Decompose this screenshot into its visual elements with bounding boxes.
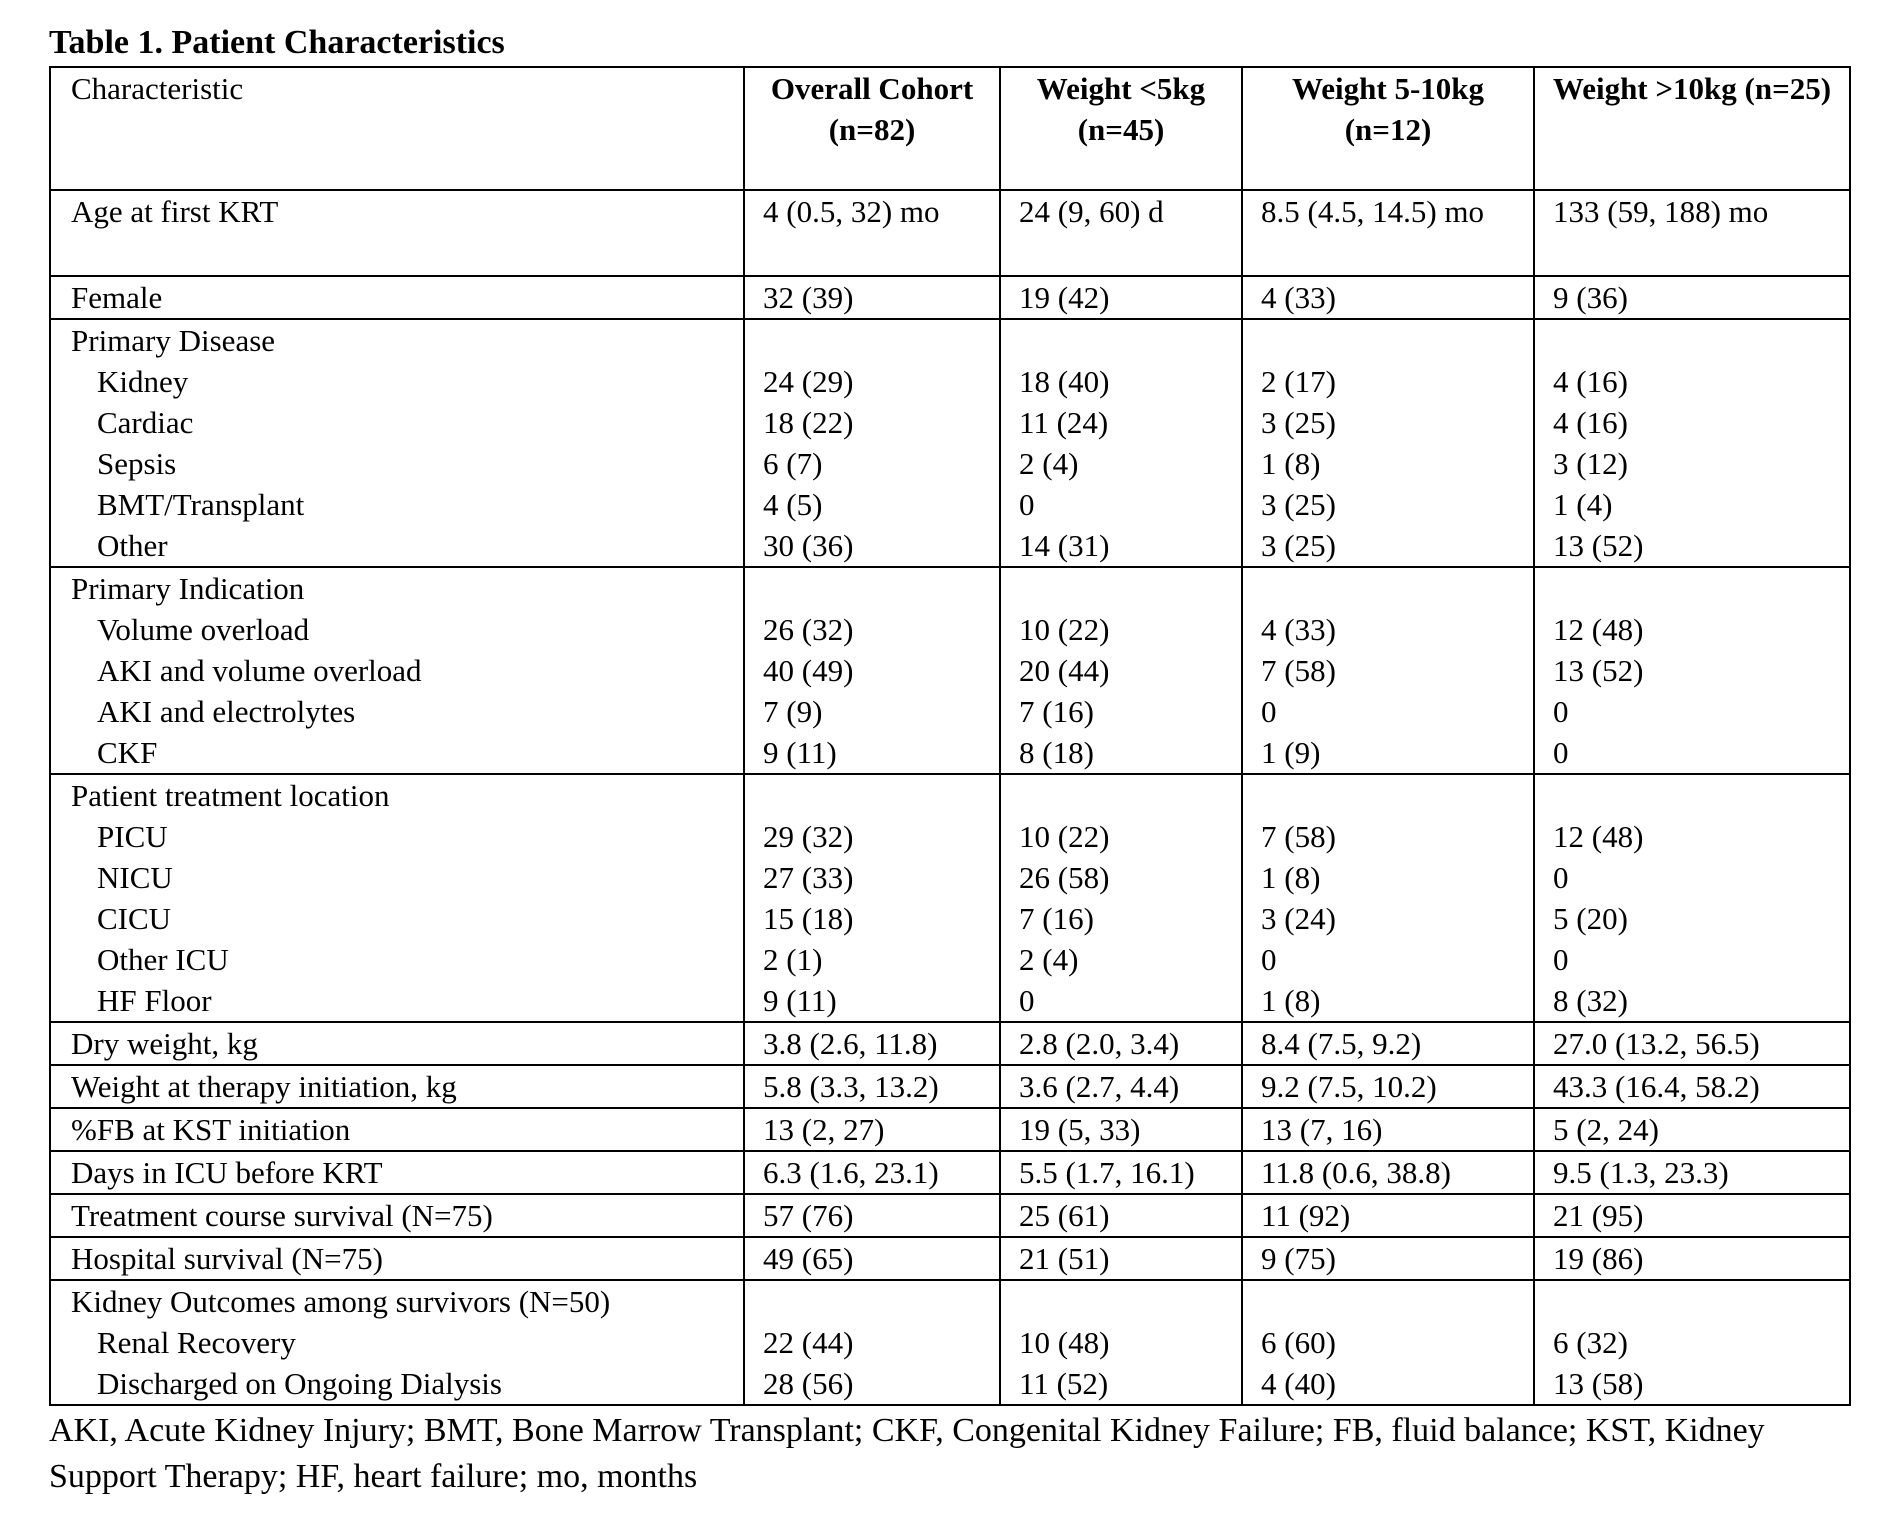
row-label: Hospital survival (N=75) bbox=[50, 1237, 744, 1280]
value: 18 (40) bbox=[1019, 364, 1110, 399]
cell-overall: 49 (65) bbox=[744, 1237, 1000, 1280]
cell-5-10kg: 9 (75) bbox=[1242, 1237, 1534, 1280]
document-page bbox=[49, 20, 1849, 1500]
value: 1 (4) bbox=[1553, 487, 1613, 522]
value: 8 (32) bbox=[1553, 983, 1628, 1018]
cell-over-10kg bbox=[1534, 774, 1850, 1022]
cell-5-10kg bbox=[1242, 1280, 1534, 1405]
weight-5-10kg-header: Weight 5-10kg (n=12) bbox=[1242, 67, 1534, 190]
value: 12 (48) bbox=[1553, 819, 1644, 854]
cell-overall bbox=[744, 567, 1000, 774]
cell-overall: 57 (76) bbox=[744, 1194, 1000, 1237]
value: 0 bbox=[1261, 694, 1277, 729]
value: 13 (52) bbox=[1553, 653, 1644, 688]
cell-over-10kg bbox=[1534, 567, 1850, 774]
table-row-group-primary-indication bbox=[50, 567, 1850, 774]
sub-row-label: Renal Recovery bbox=[97, 1325, 296, 1360]
sub-row-label: AKI and electrolytes bbox=[97, 694, 356, 729]
cell-overall: 32 (39) bbox=[744, 276, 1000, 319]
value: 0 bbox=[1553, 942, 1569, 977]
row-label: %FB at KST initiation bbox=[50, 1108, 744, 1151]
value: 6 (60) bbox=[1261, 1325, 1336, 1360]
row-label: Weight at therapy initiation, kg bbox=[50, 1065, 744, 1108]
value: 40 (49) bbox=[763, 653, 854, 688]
value: 0 bbox=[1019, 487, 1035, 522]
cell-overall: 6.3 (1.6, 23.1) bbox=[744, 1151, 1000, 1194]
table-footnote: AKI, Acute Kidney Injury; BMT, Bone Marrow Transplant; CKF, Congenital Kidney Failure; FB, fluid balance; KST, Kidney Support Therapy; HF, heart failure; mo, months bbox=[49, 1412, 1765, 1495]
value: 26 (58) bbox=[1019, 860, 1110, 895]
table-row-group-primary-disease bbox=[50, 319, 1850, 567]
sub-row-label: Other ICU bbox=[97, 942, 229, 977]
cell-under-5kg bbox=[1000, 1280, 1242, 1405]
value: 26 (32) bbox=[763, 612, 854, 647]
value: 13 (58) bbox=[1553, 1366, 1644, 1401]
value: 7 (58) bbox=[1261, 819, 1336, 854]
value: 2 (17) bbox=[1261, 364, 1336, 399]
sub-row-label: Sepsis bbox=[97, 446, 177, 481]
value: 4 (5) bbox=[763, 487, 823, 522]
weight-over-10kg-header: Weight >10kg (n=25) bbox=[1534, 67, 1850, 190]
sub-row-label: Discharged on Ongoing Dialysis bbox=[97, 1366, 502, 1401]
value: 3 (25) bbox=[1261, 405, 1336, 440]
table-row-group-treatment-location bbox=[50, 774, 1850, 1022]
value: 0 bbox=[1553, 860, 1569, 895]
value: 0 bbox=[1553, 694, 1569, 729]
value: 15 (18) bbox=[763, 901, 854, 936]
value: 7 (16) bbox=[1019, 901, 1094, 936]
sub-row-label: Kidney bbox=[97, 364, 189, 399]
cell-under-5kg: 2.8 (2.0, 3.4) bbox=[1000, 1022, 1242, 1065]
overall-cohort-header: Overall Cohort (n=82) bbox=[744, 67, 1000, 190]
cell-over-10kg: 9.5 (1.3, 23.3) bbox=[1534, 1151, 1850, 1194]
cell-under-5kg: 24 (9, 60) d bbox=[1000, 190, 1242, 276]
cell-overall bbox=[744, 1280, 1000, 1405]
cell-over-10kg bbox=[1534, 319, 1850, 567]
cell-over-10kg: 43.3 (16.4, 58.2) bbox=[1534, 1065, 1850, 1108]
cell-5-10kg: 11 (92) bbox=[1242, 1194, 1534, 1237]
value: 11 (52) bbox=[1019, 1366, 1109, 1401]
row-label: Treatment course survival (N=75) bbox=[50, 1194, 744, 1237]
cell-over-10kg bbox=[1534, 1280, 1850, 1405]
cell-overall bbox=[744, 319, 1000, 567]
cell-5-10kg bbox=[1242, 567, 1534, 774]
cell-5-10kg: 8.5 (4.5, 14.5) mo bbox=[1242, 190, 1534, 276]
row-label: Dry weight, kg bbox=[50, 1022, 744, 1065]
value: 28 (56) bbox=[763, 1366, 854, 1401]
header-row bbox=[50, 67, 1850, 190]
value: 29 (32) bbox=[763, 819, 854, 854]
cell-5-10kg: 4 (33) bbox=[1242, 276, 1534, 319]
sub-row-label: Cardiac bbox=[97, 405, 194, 440]
value: 3 (25) bbox=[1261, 528, 1336, 563]
cell-under-5kg: 3.6 (2.7, 4.4) bbox=[1000, 1065, 1242, 1108]
value: 10 (48) bbox=[1019, 1325, 1110, 1360]
characteristic-header: Characteristic bbox=[50, 67, 744, 190]
sub-row-label: CKF bbox=[97, 735, 158, 770]
table-row-group-kidney-outcomes bbox=[50, 1280, 1850, 1405]
value: 3 (24) bbox=[1261, 901, 1336, 936]
cell-under-5kg: 19 (5, 33) bbox=[1000, 1108, 1242, 1151]
sub-row-label: Other bbox=[97, 528, 168, 563]
value: 10 (22) bbox=[1019, 819, 1110, 854]
value: 3 (25) bbox=[1261, 487, 1336, 522]
cell-5-10kg: 11.8 (0.6, 38.8) bbox=[1242, 1151, 1534, 1194]
cell-under-5kg bbox=[1000, 567, 1242, 774]
value: 1 (8) bbox=[1261, 446, 1321, 481]
table-row-female bbox=[50, 276, 1850, 319]
value: 7 (58) bbox=[1261, 653, 1336, 688]
cell-overall: 13 (2, 27) bbox=[744, 1108, 1000, 1151]
cell-5-10kg bbox=[1242, 774, 1534, 1022]
value: 2 (4) bbox=[1019, 446, 1079, 481]
row-label: Female bbox=[50, 276, 744, 319]
value: 12 (48) bbox=[1553, 612, 1644, 647]
value: 4 (40) bbox=[1261, 1366, 1336, 1401]
cell-overall: 4 (0.5, 32) mo bbox=[744, 190, 1000, 276]
sub-row-label: PICU bbox=[97, 819, 168, 854]
value: 10 (22) bbox=[1019, 612, 1110, 647]
value: 4 (16) bbox=[1553, 405, 1628, 440]
value: 7 (9) bbox=[763, 694, 823, 729]
sub-row-label: BMT/Transplant bbox=[97, 487, 305, 522]
group-label: Primary Disease bbox=[71, 323, 276, 358]
group-label: Patient treatment location bbox=[71, 778, 390, 813]
cell-under-5kg bbox=[1000, 319, 1242, 567]
value: 4 (33) bbox=[1261, 612, 1336, 647]
cell-5-10kg: 8.4 (7.5, 9.2) bbox=[1242, 1022, 1534, 1065]
group-label-cell bbox=[50, 774, 744, 1022]
value: 11 (24) bbox=[1019, 405, 1109, 440]
table-row-weight-initiation bbox=[50, 1065, 1850, 1108]
weight-under-5kg-header: Weight <5kg (n=45) bbox=[1000, 67, 1242, 190]
cell-5-10kg: 9.2 (7.5, 10.2) bbox=[1242, 1065, 1534, 1108]
table-row-hospital-survival bbox=[50, 1237, 1850, 1280]
cell-under-5kg: 25 (61) bbox=[1000, 1194, 1242, 1237]
value: 1 (9) bbox=[1261, 735, 1321, 770]
cell-over-10kg: 5 (2, 24) bbox=[1534, 1108, 1850, 1151]
cell-over-10kg: 19 (86) bbox=[1534, 1237, 1850, 1280]
value: 3 (12) bbox=[1553, 446, 1628, 481]
cell-under-5kg: 19 (42) bbox=[1000, 276, 1242, 319]
group-label: Primary Indication bbox=[71, 571, 305, 606]
cell-over-10kg: 9 (36) bbox=[1534, 276, 1850, 319]
cell-over-10kg: 27.0 (13.2, 56.5) bbox=[1534, 1022, 1850, 1065]
cell-overall bbox=[744, 774, 1000, 1022]
value: 9 (11) bbox=[763, 983, 837, 1018]
value: 20 (44) bbox=[1019, 653, 1110, 688]
sub-row-label: HF Floor bbox=[97, 983, 212, 1018]
value: 9 (11) bbox=[763, 735, 837, 770]
cell-under-5kg bbox=[1000, 774, 1242, 1022]
value: 18 (22) bbox=[763, 405, 854, 440]
value: 6 (7) bbox=[763, 446, 823, 481]
value: 5 (20) bbox=[1553, 901, 1628, 936]
cell-5-10kg bbox=[1242, 319, 1534, 567]
cell-over-10kg: 21 (95) bbox=[1534, 1194, 1850, 1237]
table-row-dry-weight bbox=[50, 1022, 1850, 1065]
cell-under-5kg: 21 (51) bbox=[1000, 1237, 1242, 1280]
value: 2 (1) bbox=[763, 942, 823, 977]
value: 1 (8) bbox=[1261, 860, 1321, 895]
patient-characteristics-table bbox=[49, 66, 1851, 1406]
table-row-treatment-survival bbox=[50, 1194, 1850, 1237]
cell-over-10kg: 133 (59, 188) mo bbox=[1534, 190, 1850, 276]
value: 1 (8) bbox=[1261, 983, 1321, 1018]
cell-overall: 3.8 (2.6, 11.8) bbox=[744, 1022, 1000, 1065]
row-label: Age at first KRT bbox=[50, 190, 744, 276]
group-label: Kidney Outcomes among survivors (N=50) bbox=[71, 1284, 611, 1319]
cell-overall: 5.8 (3.3, 13.2) bbox=[744, 1065, 1000, 1108]
cell-under-5kg: 5.5 (1.7, 16.1) bbox=[1000, 1151, 1242, 1194]
value: 4 (16) bbox=[1553, 364, 1628, 399]
value: 0 bbox=[1261, 942, 1277, 977]
value: 0 bbox=[1553, 735, 1569, 770]
value: 6 (32) bbox=[1553, 1325, 1628, 1360]
row-label: Days in ICU before KRT bbox=[50, 1151, 744, 1194]
value: 22 (44) bbox=[763, 1325, 854, 1360]
value: 24 (29) bbox=[763, 364, 854, 399]
value: 30 (36) bbox=[763, 528, 854, 563]
group-label-cell bbox=[50, 319, 744, 567]
cell-5-10kg: 13 (7, 16) bbox=[1242, 1108, 1534, 1151]
value: 0 bbox=[1019, 983, 1035, 1018]
value: 7 (16) bbox=[1019, 694, 1094, 729]
group-label-cell bbox=[50, 1280, 744, 1405]
group-label-cell bbox=[50, 567, 744, 774]
value: 27 (33) bbox=[763, 860, 854, 895]
sub-row-label: AKI and volume overload bbox=[97, 653, 422, 688]
sub-row-label: Volume overload bbox=[97, 612, 310, 647]
table-row-age bbox=[50, 190, 1850, 276]
table-row-fluid-balance bbox=[50, 1108, 1850, 1151]
value: 13 (52) bbox=[1553, 528, 1644, 563]
table-title: Table 1. Patient Characteristics bbox=[49, 24, 505, 61]
value: 2 (4) bbox=[1019, 942, 1079, 977]
sub-row-label: NICU bbox=[97, 860, 173, 895]
value: 8 (18) bbox=[1019, 735, 1094, 770]
table-row-icu-days bbox=[50, 1151, 1850, 1194]
sub-row-label: CICU bbox=[97, 901, 172, 936]
value: 14 (31) bbox=[1019, 528, 1110, 563]
